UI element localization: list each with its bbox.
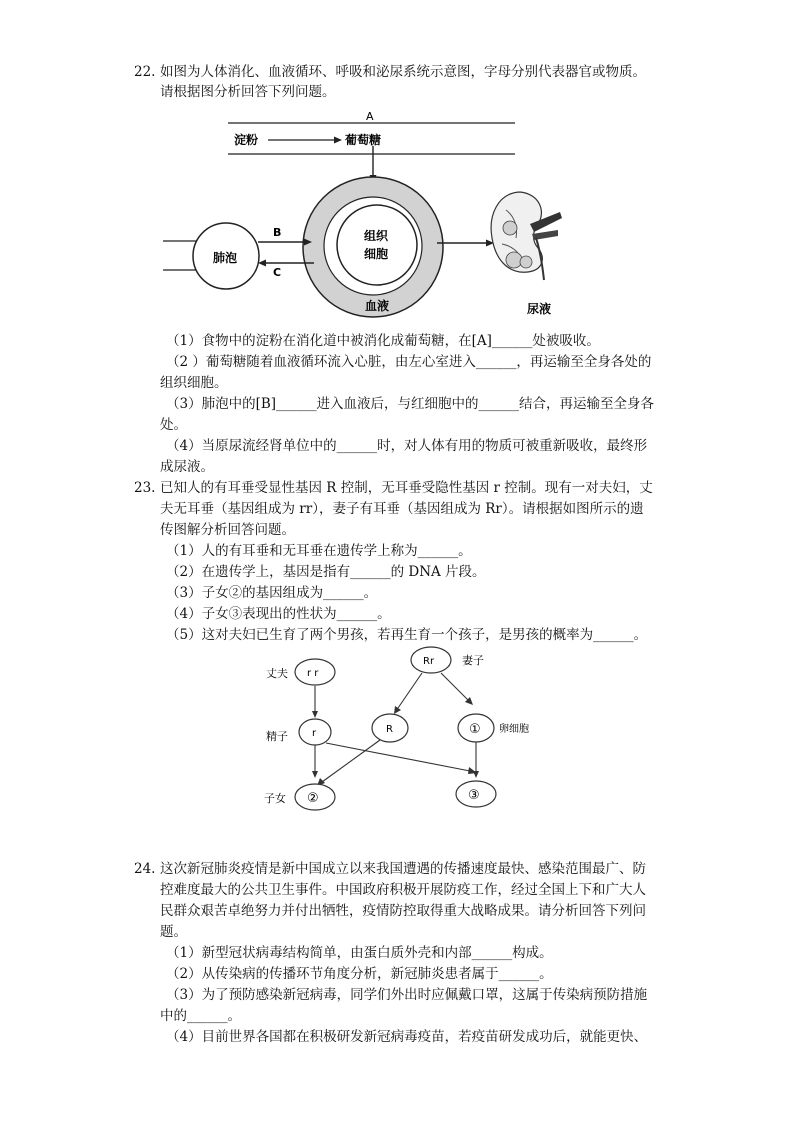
q23-item-3: （3）子女②的基因组成为______。 — [166, 585, 378, 601]
q22-item-3: （3）肺泡中的[B]______进入血液后，与红细胞中的______结合，再运输至全身各 — [166, 396, 655, 412]
urine-label: 尿液 — [527, 302, 552, 316]
alveolus-label: 肺泡 — [213, 251, 238, 265]
child3-marker: ③ — [468, 788, 480, 803]
q24-stem-line-1: 这次新冠肺炎疫情是新中国成立以来我国遭遇的传播速度最快、感染范围最广、防 — [160, 861, 646, 877]
q24-item-1: （1）新型冠状病毒结构简单，由蛋白质外壳和内部______构成。 — [166, 945, 553, 961]
q24-stem-line-2: 控难度最大的公共卫生事件。中国政府积极开展防疫工作，经过全国上下和广大人 — [160, 882, 646, 898]
husband-label: 丈夫 — [266, 667, 288, 680]
wife-to-egg-r — [398, 673, 422, 708]
egg-unknown-to-child3-head — [473, 771, 479, 778]
q22-item-2-cont: 组织细胞。 — [160, 375, 228, 391]
tissue-label-1: 组织 — [364, 229, 389, 243]
wife-label: 妻子 — [462, 654, 484, 667]
q22-stem-line-1: 如图为人体消化、血液循环、呼吸和泌尿系统示意图，字母分别代表器官或物质。 — [160, 64, 646, 80]
egg-r-gene: R — [386, 724, 393, 735]
sperm-label: 精子 — [266, 730, 288, 743]
q23-item-4: （4）子女③表现出的性状为______。 — [166, 606, 391, 622]
q23-stem-line-2: 夫无耳垂（基因组成为 rr），妻子有耳垂（基因组成为 Rr）。请根据如图所示的遗 — [160, 501, 644, 517]
q24-item-2: （2）从传染病的传播环节角度分析，新冠肺炎患者属于______。 — [166, 966, 553, 982]
q24-item-4: （4）目前世界各国都在积极研发新冠病毒疫苗，若疫苗研发成功后，就能更快、 — [166, 1029, 648, 1045]
q24-stem-line-4: 题。 — [160, 924, 187, 940]
q24-item-3-cont: 中的______。 — [160, 1008, 241, 1024]
q23-stem-line-1: 已知人的有耳垂受显性基因 R 控制，无耳垂受隐性基因 r 控制。现有一对夫妇，丈 — [160, 480, 653, 496]
q24-stem-line-3: 民群众艰苦卓绝努力并付出牺牲，疫情防控取得重大战略成果。请分析回答下列问 — [160, 903, 646, 919]
starch-label: 淀粉 — [234, 133, 259, 147]
tissue-label-2: 细胞 — [364, 247, 389, 261]
q22-item-1: （1）食物中的淀粉在消化道中被消化成葡萄糖，在[A]______处被吸收。 — [166, 333, 600, 349]
egg-label: 卵细胞 — [499, 724, 529, 735]
husband-to-sperm-head — [312, 711, 318, 718]
tissue-cell — [337, 205, 417, 285]
q22-stem-line-2: 请根据图分析回答下列问题。 — [160, 84, 336, 100]
q23-item-5: （5）这对夫妇已生育了两个男孩，若再生育一个孩子，是男孩的概率为______。 — [166, 627, 648, 643]
digest-arrowhead — [334, 137, 342, 144]
q23-item-2: （2）在遗传学上，基因是指有______的 DNA 片段。 — [166, 564, 486, 580]
q23-item-1: （1）人的有耳垂和无耳垂在遗传学上称为______。 — [166, 543, 472, 559]
blood-label: 血液 — [365, 299, 390, 313]
label-b: B — [273, 226, 282, 239]
q23-genetics-diagram — [0, 640, 794, 820]
q23-number: 23. — [134, 480, 156, 496]
wife-genes: Rr — [423, 656, 435, 667]
label-a: A — [366, 110, 374, 123]
q22-item-3-cont: 处。 — [160, 417, 187, 433]
sperm-to-child2-head — [312, 771, 318, 778]
q24-number: 24. — [134, 861, 156, 877]
q22-item-4-cont: 成尿液。 — [160, 459, 214, 475]
husband-genes: r r — [307, 668, 319, 679]
child2-marker: ② — [307, 791, 319, 806]
egg-unknown-marker: ① — [469, 722, 481, 737]
q22-diagram — [0, 0, 794, 330]
q22-item-4: （4）当原尿流经肾单位中的______时，对人体有用的物质可被重新吸收，最终形 — [166, 438, 648, 454]
q22-number: 22. — [134, 64, 156, 80]
q23-stem-line-3: 传图解分析回答问题。 — [160, 522, 295, 538]
egg-r-to-child2 — [322, 740, 380, 782]
children-label: 子女 — [264, 792, 286, 805]
label-c: C — [273, 266, 282, 279]
glucose-label: 葡萄糖 — [345, 133, 382, 147]
wife-to-egg-unknown — [441, 673, 468, 700]
q24-item-3: （3）为了预防感染新冠病毒，同学们外出时应佩戴口罩，这属于传染病预防措施 — [166, 987, 648, 1003]
q22-item-2: （2 ）葡萄糖随着血液循环流入心脏，由左心室进入______，再运输至全身各处的 — [166, 354, 652, 370]
wife-to-egg-r-head — [394, 706, 401, 714]
sperm-gene: r — [312, 728, 317, 739]
sperm-to-child3 — [326, 743, 470, 771]
kidney-icon — [491, 192, 562, 280]
